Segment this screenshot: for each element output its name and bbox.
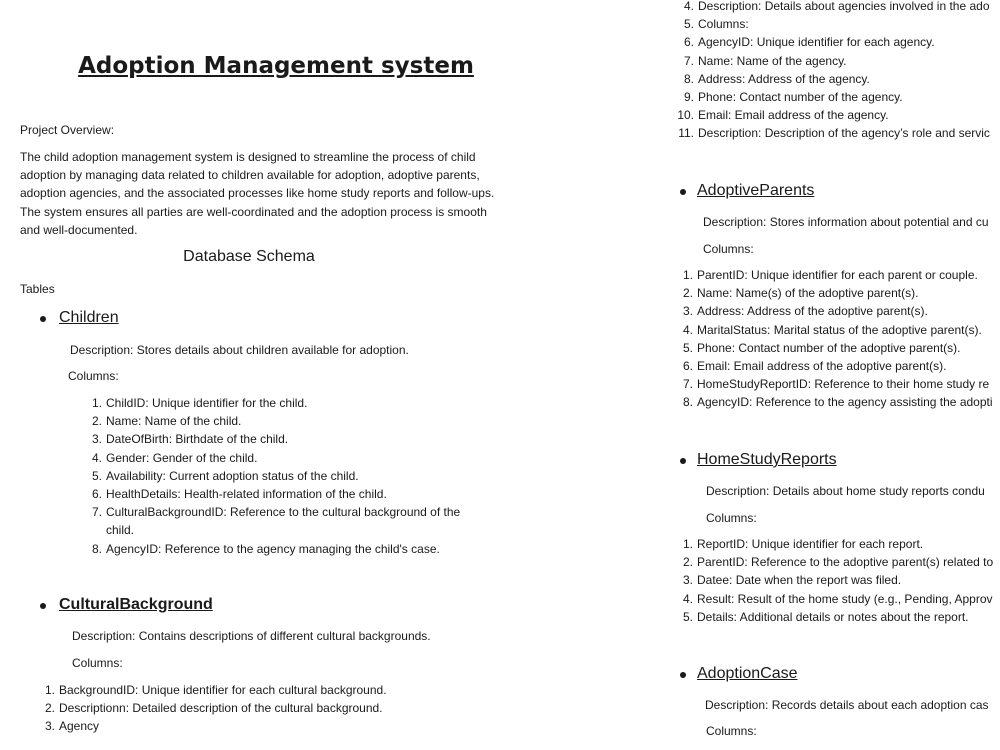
list-item <box>87 449 487 467</box>
section-home-study-reports: HomeStudyReports <box>697 451 837 468</box>
list-item-text: Details: Additional details or notes about the report. <box>697 609 969 624</box>
list-item-text: Description: Details about agencies involved in the ado <box>698 0 990 13</box>
children-columns-list <box>87 394 487 558</box>
overview-paragraph: The child adoption management system is designed to streamline the process of child adoption by managing data related to children available for adoption, adoptive parents, adoption agencies, and the associated processes like home study reports and follow-ups. The system ensures all parties are well-coordinated and the adoption process is smooth and well-documented. <box>20 150 495 237</box>
list-item <box>677 15 1000 33</box>
list-item-text: Phone: Contact number of the agency. <box>698 90 903 105</box>
list-number: 9. <box>683 90 694 105</box>
list-number: 1. <box>44 683 55 697</box>
list-item-text: AgencyID: Reference to the agency managing the child's case. <box>106 541 440 556</box>
list-item <box>678 571 1000 589</box>
home-study-columns-list <box>678 535 1000 626</box>
list-item <box>678 266 1000 284</box>
list-item-text: Name: Name of the child. <box>106 414 242 429</box>
list-item-text: MaritalStatus: Marital status of the adoptive parent(s). <box>697 322 982 337</box>
list-number: 4. <box>683 0 694 13</box>
list-item-text: HomeStudyReportID: Reference to their home study re <box>697 377 990 392</box>
list-item <box>678 357 1000 375</box>
list-item-text: DateOfBirth: Birthdate of the child. <box>106 432 289 447</box>
list-item <box>677 33 1000 51</box>
cultural-columns-label: Columns: <box>72 656 123 670</box>
tables-label: Tables <box>20 282 55 296</box>
list-item <box>678 590 1000 608</box>
list-item <box>677 106 1000 124</box>
list-number: 5. <box>682 609 693 624</box>
list-number: 4. <box>682 322 693 337</box>
list-item-text: AgencyID: Reference to the agency assisting the adopti <box>697 395 993 410</box>
list-number: 8. <box>91 541 102 556</box>
list-item-text: Availability: Current adoption status of the child. <box>106 468 359 483</box>
list-number: 5. <box>91 468 102 483</box>
list-item-text: HealthDetails: Health-related information of the child. <box>106 487 387 502</box>
schema-heading: Database Schema <box>183 248 315 265</box>
list-item-text: Columns: <box>698 17 749 32</box>
adoption-case-columns-label: Columns: <box>706 724 757 738</box>
list-item <box>678 608 1000 626</box>
list-number: 5. <box>682 340 693 355</box>
list-item-text: Description: Description of the agency’s role and servic <box>698 126 990 141</box>
cultural-description: Description: Contains descriptions of different cultural backgrounds. <box>72 629 431 643</box>
list-item-text: Result: Result of the home study (e.g., Pending, Approv <box>697 591 993 606</box>
list-item <box>87 540 487 558</box>
list-item <box>678 553 1000 571</box>
list-item <box>678 339 1000 357</box>
document-title: Adoption Management system <box>78 53 474 79</box>
list-number: 1. <box>682 268 693 282</box>
list-item-text: Address: Address of the agency. <box>698 71 870 86</box>
list-item <box>677 52 1000 70</box>
list-number: 1. <box>682 537 693 551</box>
list-item-text: CulturalBackgroundID: Reference to the cultural background of the child. <box>106 505 461 538</box>
list-item-text: Descriptionn: Detailed description of the cultural background. <box>59 701 383 716</box>
bullet-icon <box>40 603 46 609</box>
list-number: 3. <box>682 304 693 319</box>
list-number: 8. <box>683 71 694 86</box>
list-item-text: Email: Email address of the adoptive parent(s). <box>697 359 947 374</box>
list-number: 2. <box>44 701 55 716</box>
list-item-text: Gender: Gender of the child. <box>106 450 258 465</box>
section-adoptive-parents: AdoptiveParents <box>697 182 815 199</box>
children-description: Description: Stores details about children available for adoption. <box>70 343 409 357</box>
adoptive-parents-columns-label: Columns: <box>703 242 754 256</box>
list-item-text: Name: Name of the agency. <box>698 53 847 68</box>
list-number: 3. <box>44 719 55 734</box>
list-item-text: Email: Email address of the agency. <box>698 108 889 123</box>
list-number: 2. <box>682 286 693 301</box>
list-item-text: AgencyID: Unique identifier for each agency. <box>698 35 935 50</box>
list-number: 2. <box>91 414 102 429</box>
list-number: 1. <box>91 396 102 410</box>
list-number: 11. <box>678 126 694 141</box>
adoptive-parents-description: Description: Stores information about potential and cu <box>703 215 989 229</box>
list-item <box>87 430 487 448</box>
list-number: 6. <box>91 487 102 502</box>
section-children: Children <box>59 309 119 326</box>
list-item <box>677 88 1000 106</box>
list-item <box>87 394 487 412</box>
list-item-text: ChildID: Unique identifier for the child. <box>106 396 308 410</box>
list-number: 6. <box>682 359 693 374</box>
list-item <box>677 70 1000 88</box>
bullet-icon <box>680 458 686 464</box>
list-item <box>678 284 1000 302</box>
list-item-text: Name: Name(s) of the adoptive parent(s). <box>697 286 919 301</box>
list-number: 7. <box>91 505 102 520</box>
bullet-icon <box>680 189 686 195</box>
adoptive-parents-columns-list <box>678 266 1000 412</box>
list-number: 4. <box>682 591 693 606</box>
list-number: 8. <box>682 395 693 410</box>
home-study-description: Description: Details about home study reports condu <box>706 484 985 498</box>
right-page <box>660 0 1000 750</box>
list-number: 7. <box>682 377 693 392</box>
adoption-case-description: Description: Records details about each adoption cas <box>705 698 989 712</box>
list-item <box>677 0 1000 15</box>
children-columns-label: Columns: <box>68 369 119 383</box>
list-item-text: BackgroundID: Unique identifier for each cultural background. <box>59 683 387 697</box>
list-item-text: Address: Address of the adoptive parent(s). <box>697 304 928 319</box>
list-item-text: Phone: Contact number of the adoptive parent(s). <box>697 340 961 355</box>
list-item <box>87 485 487 503</box>
list-number: 3. <box>91 432 102 447</box>
list-item <box>87 503 487 539</box>
list-item-text: Datee: Date when the report was filed. <box>697 573 902 588</box>
list-item <box>40 681 460 699</box>
list-item <box>40 699 460 717</box>
list-number: 10. <box>677 108 694 123</box>
section-adoption-case: AdoptionCase <box>697 665 798 682</box>
list-item <box>677 124 1000 142</box>
overview-label: Project Overview: <box>20 123 115 137</box>
list-number: 2. <box>682 555 693 570</box>
section-cultural-background: CulturalBackground <box>59 596 213 613</box>
list-number: 6. <box>683 35 694 50</box>
cultural-columns-list <box>40 681 460 736</box>
list-item <box>678 321 1000 339</box>
bullet-icon <box>680 672 686 678</box>
list-item <box>678 535 1000 553</box>
list-number: 7. <box>683 53 694 68</box>
list-number: 4. <box>91 450 102 465</box>
list-item <box>40 717 460 735</box>
list-item-text: ParentID: Reference to the adoptive parent(s) related to <box>697 555 994 570</box>
bullet-icon <box>40 316 46 322</box>
list-item-text: ParentID: Unique identifier for each parent or couple. <box>697 268 978 282</box>
list-number: 3. <box>682 573 693 588</box>
list-item <box>678 393 1000 411</box>
list-item <box>87 467 487 485</box>
list-item-text: ReportID: Unique identifier for each report. <box>697 537 924 551</box>
list-item <box>87 412 487 430</box>
list-item <box>678 375 1000 393</box>
list-item <box>678 302 1000 320</box>
list-number: 5. <box>683 17 694 32</box>
home-study-columns-label: Columns: <box>706 511 757 525</box>
agency-columns-list <box>677 0 1000 143</box>
list-item-text: Agency <box>59 719 100 734</box>
